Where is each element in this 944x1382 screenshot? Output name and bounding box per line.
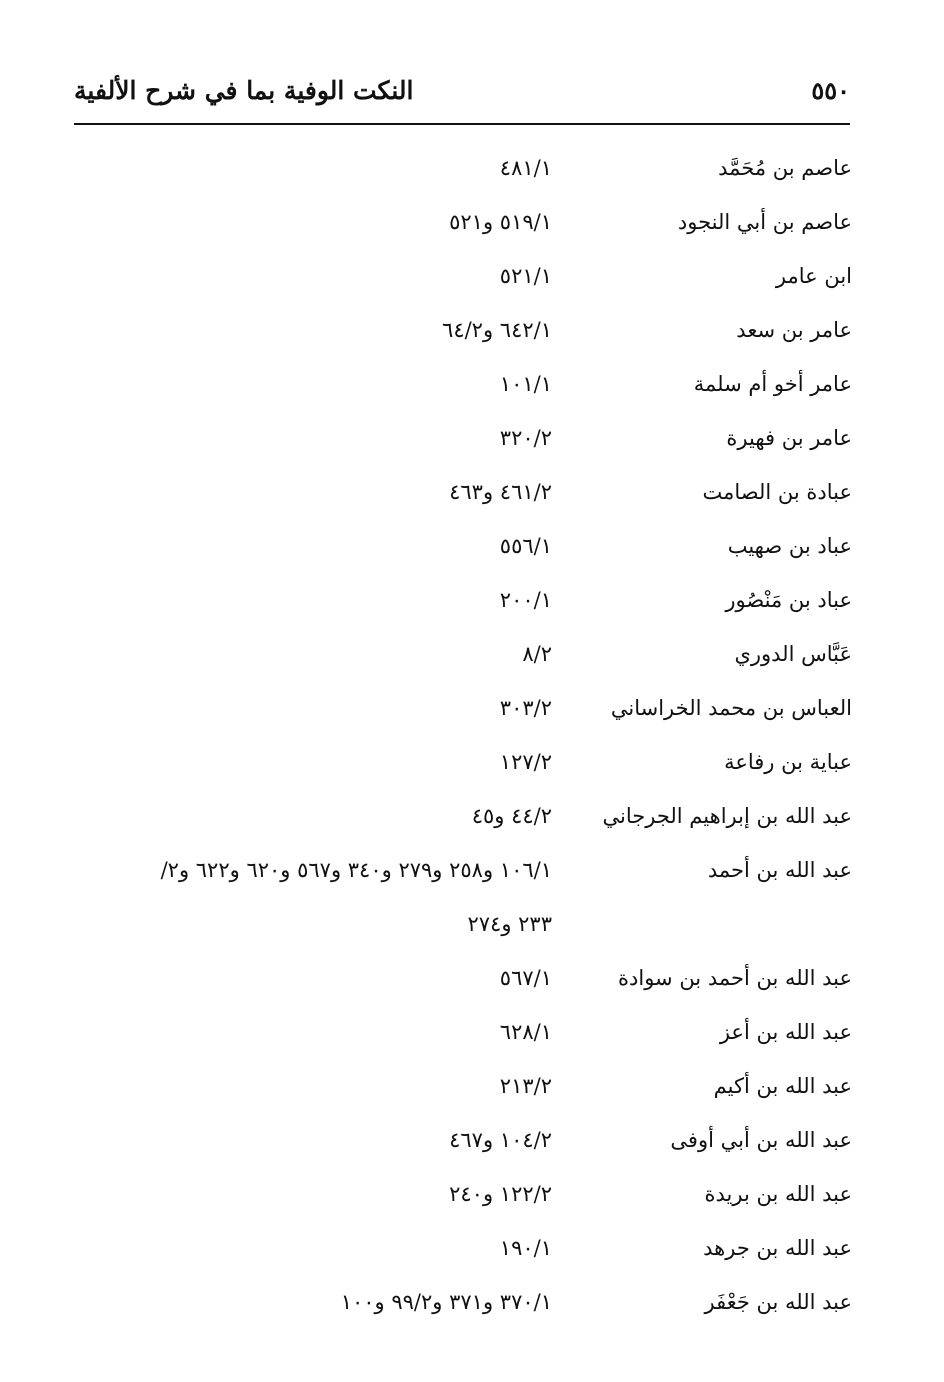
entry-references: ٥٥٦/١ <box>499 534 552 558</box>
entry-references: ٣٢٠/٢ <box>499 426 552 450</box>
entry-name: عباية بن رفاعة <box>724 750 852 774</box>
entry-name: عبد الله بن بريدة <box>704 1182 852 1206</box>
index-entry <box>0 526 944 580</box>
index-entry <box>0 1066 944 1120</box>
entry-name: العباس بن محمد الخراساني <box>610 696 852 720</box>
entry-name: عبد الله بن جَعْفَر <box>704 1290 852 1314</box>
entry-references: ٢١٣/٢ <box>499 1074 552 1098</box>
index-entry <box>0 1174 944 1228</box>
index-list <box>0 148 944 1336</box>
entry-references: ٥٦٧/١ <box>499 966 552 990</box>
entry-references: ٤٤/٢ و٤٥ <box>471 804 552 828</box>
entry-name: عاصم بن أبي النجود <box>677 210 852 234</box>
index-entry-continuation <box>0 904 944 958</box>
entry-references: ٦٤٢/١ و٦٤/٢ <box>442 318 552 342</box>
entry-name: عبد الله بن أكيم <box>713 1074 852 1098</box>
index-entry <box>0 742 944 796</box>
index-entry <box>0 580 944 634</box>
page-number: ٥٥٠ <box>811 76 850 105</box>
entry-name: عباد بن صهيب <box>727 534 852 558</box>
index-entry <box>0 796 944 850</box>
entry-name: ابن عامر <box>775 264 852 288</box>
index-entry <box>0 256 944 310</box>
entry-references: ٥٢١/١ <box>499 264 552 288</box>
entry-name: عبادة بن الصامت <box>702 480 852 504</box>
index-entry <box>0 472 944 526</box>
index-entry <box>0 1120 944 1174</box>
entry-references: ٣٧٠/١ و٣٧١ و٩٩/٢ و١٠٠ <box>340 1290 552 1314</box>
header-divider <box>74 123 850 125</box>
entry-name: عبد الله بن إبراهيم الجرجاني <box>602 804 852 828</box>
index-entry <box>0 148 944 202</box>
entry-name: عبد الله بن أحمد بن سوادة <box>618 966 852 990</box>
index-entry <box>0 850 944 904</box>
index-entry <box>0 202 944 256</box>
entry-references: ١٩٠/١ <box>499 1236 552 1260</box>
index-entry <box>0 310 944 364</box>
entry-name: عبد الله بن أبي أوفى <box>670 1128 852 1152</box>
entry-name: عبد الله بن أحمد <box>707 858 852 882</box>
index-entry <box>0 1228 944 1282</box>
entry-references: ١٠٦/١ و٢٥٨ و٢٧٩ و٣٤٠ و٥٦٧ و٦٢٠ و٦٢٢ و٢/ <box>160 858 552 882</box>
entry-references: ١٠٤/٢ و٤٦٧ <box>449 1128 552 1152</box>
index-entry <box>0 958 944 1012</box>
index-entry <box>0 1012 944 1066</box>
entry-references: ١٢٢/٢ و٢٤٠ <box>449 1182 552 1206</box>
entry-references: ٤٨١/١ <box>499 156 552 180</box>
entry-name: عاصم بن مُحَمَّد <box>718 156 852 180</box>
index-entry <box>0 418 944 472</box>
index-entry <box>0 634 944 688</box>
entry-name: عامر بن سعد <box>736 318 852 342</box>
index-entry <box>0 364 944 418</box>
entry-references: ٢٠٠/١ <box>499 588 552 612</box>
entry-name: عامر أخو أم سلمة <box>693 372 852 396</box>
book-title: النكت الوفية بما في شرح الألفية <box>74 76 414 105</box>
entry-name: عبد الله بن جرهد <box>703 1236 852 1260</box>
index-entry <box>0 1282 944 1336</box>
entry-references: ٦٢٨/١ <box>499 1020 552 1044</box>
entry-name: عامر بن فهيرة <box>726 426 852 450</box>
entry-name: عبد الله بن أعز <box>719 1020 852 1044</box>
entry-name: عَبَّاس الدوري <box>734 642 852 666</box>
entry-references: ٢٣٣ و٢٧٤ <box>467 912 552 936</box>
entry-name: عباد بن مَنْصُور <box>725 588 852 612</box>
entry-references: ٣٠٣/٢ <box>499 696 552 720</box>
page-header <box>74 70 850 118</box>
index-entry <box>0 688 944 742</box>
entry-references: ٨/٢ <box>522 642 552 666</box>
entry-references: ٥١٩/١ و٥٢١ <box>449 210 552 234</box>
entry-references: ٤٦١/٢ و٤٦٣ <box>449 480 552 504</box>
entry-references: ١٠١/١ <box>499 372 552 396</box>
entry-references: ١٢٧/٢ <box>499 750 552 774</box>
